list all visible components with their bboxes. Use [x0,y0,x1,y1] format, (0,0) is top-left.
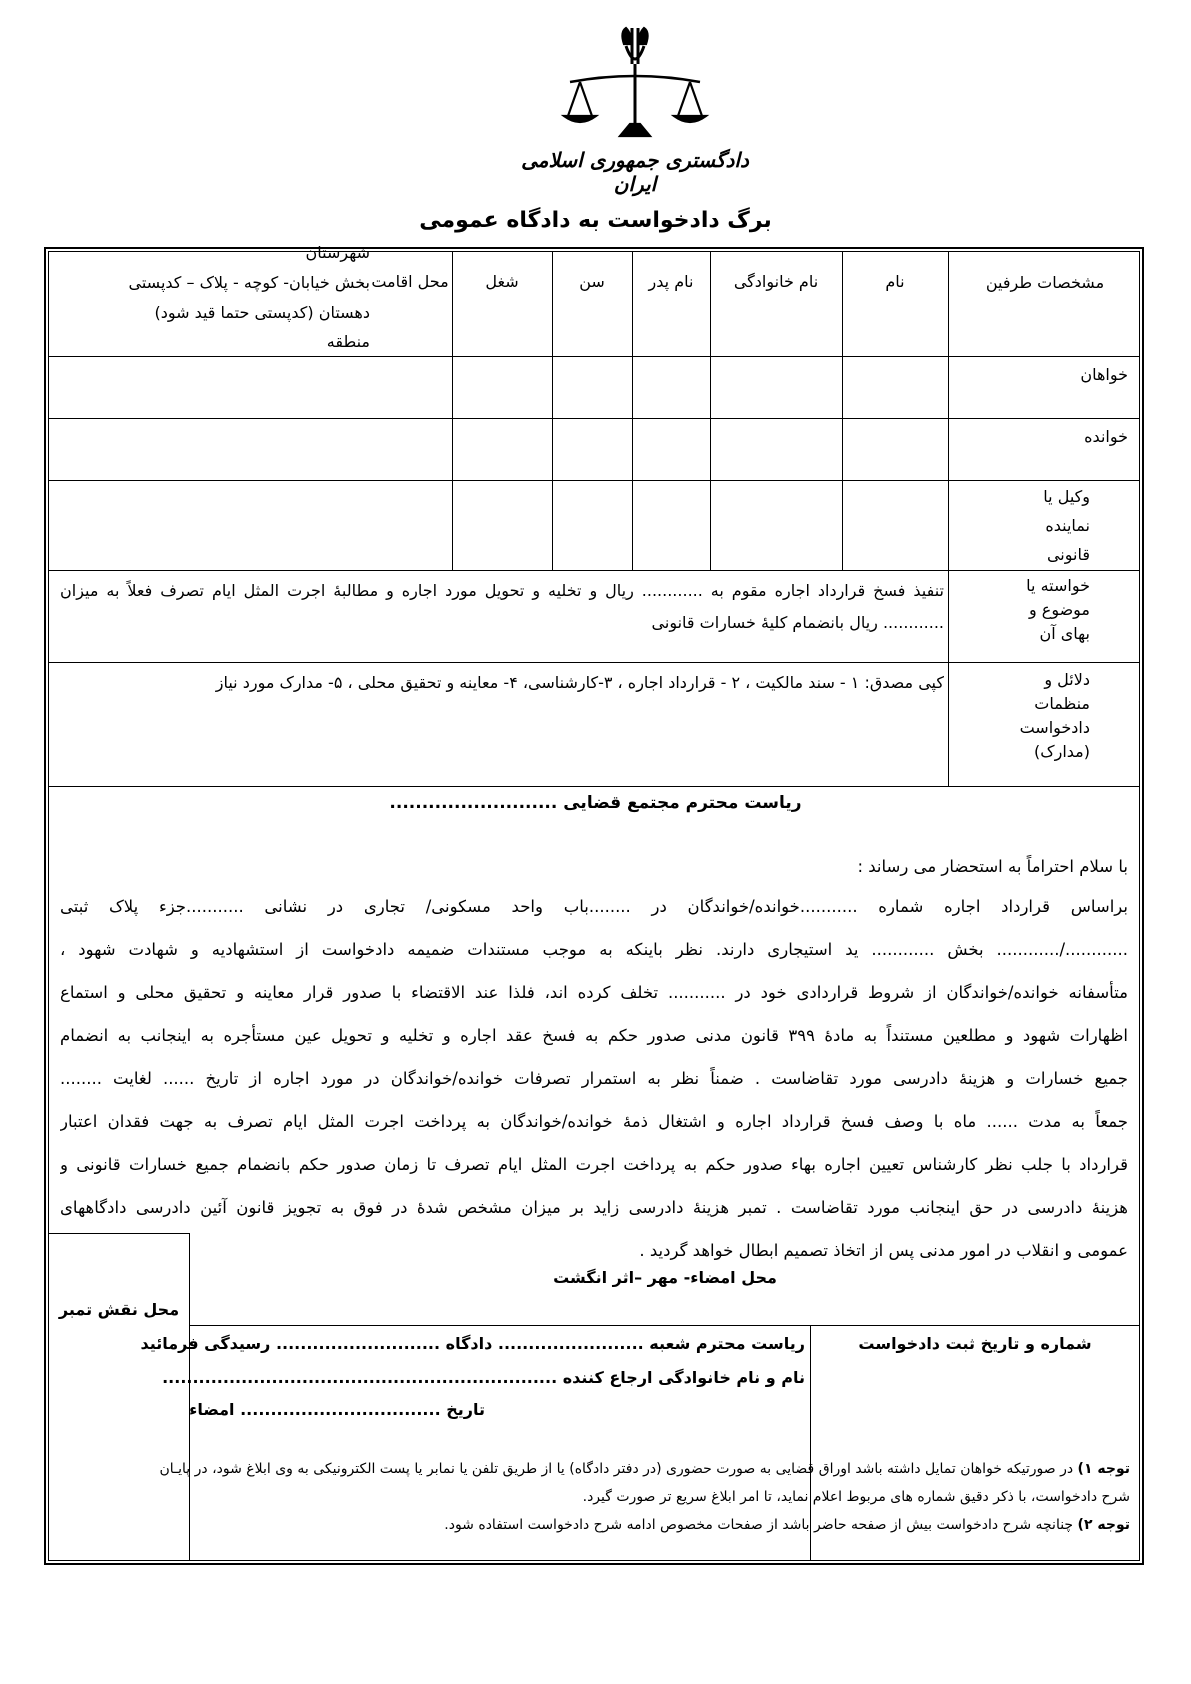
table-line [842,251,843,570]
header-first-name: نام [885,272,905,291]
stamp-place-label: محل نقش تمبر [58,1300,180,1319]
table-line [48,418,1140,419]
table-line [48,570,1140,571]
claim-line1: تنفیذ فسخ قرارداد اجاره مقوم به ............ ریال و تخلیه و تحویل مورد اجاره و مطالبهٔ اجرت المثل ایام تصرف فعلاً به میزان [60,581,944,600]
letter-addressee: ریاست محترم مجتمع قضایی .......................... [389,793,802,813]
letter-line: قرارداد با جلب نظر کارشناس تعیین اجاره بهاء صدور حکم به پرداخت اجرت المثل ایام تصرف تا زمان صدور حکم بانضمام جمیع خسارات قانونی و [60,1155,1128,1174]
letter-line: عمومی و انقلاب در امور مدنی پس از اتخاذ تصمیم ابطال خواهد گردید . [639,1241,1128,1260]
footer-line [48,1233,190,1234]
header-job: شغل [485,272,519,291]
header-residence: محل اقامت [371,272,449,291]
signature-place-label: محل امضاء- مهر –اثر انگشت [553,1268,777,1287]
table-line [48,786,1140,787]
note-2 [60,1511,1130,1539]
header-address-line1: شهرستان [305,243,370,262]
row-label-lawyer: وکیل یا نماینده قانونی [1043,487,1090,564]
header-address-line3: دهستان (کدپستی حتما قید شود) [154,303,370,322]
letter-greeting: با سلام احتراماً به استحضار می رساند : [857,857,1128,876]
note-1-label: توجه ۱) [1077,1461,1130,1477]
note-2-text: چنانچه شرح دادخواست بیش از صفحه حاضر باشد از صفحات مخصوص ادامه شرح دادخواست استفاده شود. [444,1517,1074,1533]
letter-line: اظهارات شهود و مطلعین مستنداً به مادهٔ ۳۹۹ قانون مدنی صدور حکم به فسخ عقد اجاره و تخلیه و تحویل عین مستأجره به اینجانب به انضمام [60,1026,1128,1045]
header-last-name: نام خانوادگی [733,272,819,291]
letter-line: متأسفانه خوانده/خواندگان از شروط قراردادی خود در ........... تخلف کرده اند، فلذا عند الاقتضاء با صدور قرار معاینه و تحقیق محلی و استماع [60,983,1128,1002]
footer-line [189,1325,1140,1326]
referral-line3: تاریخ ................................. امضاء [189,1400,485,1419]
letter-line: ............/............ بخش ............ ید استیجاری دارند. نظر باینکه به موجب مستندات ضمیمه دادخواست از استشهادیه و شهادت شهود ، [60,940,1128,959]
row-label-plaintiff: خواهان [1080,365,1128,384]
note-1-line2: شرح دادخواست، با ذکر دقیق شماره های مربوط اعلام نماید، تا امر ابلاغ سریع تر صورت گیرد. [582,1489,1130,1505]
note-1-text: در صورتیکه خواهان تمایل داشته باشد اوراق قضایی به صورت حضوری (در دفتر دادگاه) یا از طریق تلفن یا نمابر یا پست الکترونیکی به وی ابلاغ شود، در پایـان [159,1461,1074,1477]
form-title: برگ دادخواست به دادگاه عمومی [419,208,772,233]
referral-line1: ریاست محترم شعبه ........................ دادگاه ........................... رسیدگی فرمائید [140,1334,805,1353]
letter-line: جمیع خسارات و هزینهٔ دادرسی مورد تقاضاست . ضمناً نظر به استمرار تصرفات خوانده/خواندگان در مورد اجاره از تاریخ ...... لغایت ........ [60,1069,1128,1088]
header-specs: مشخصات طرفین [985,273,1105,292]
letter-line: جمعاً به مدت ...... ماه با وصف فسخ قرارداد اجاره و اشتغال ذمهٔ خوانده/خواندگان به پرداخت اجرت المثل ایام تصرف به جهت فقدان اعتبار [60,1112,1128,1131]
note-1-line1 [60,1455,1130,1483]
logo-text: دادگستری جمهوری اسلامی ایران [521,148,749,196]
header-father-name: نام پدر [648,272,694,291]
judiciary-emblem-icon [560,24,710,144]
evidence-text: کپی مصدق: ۱ - سند مالکیت ، ۲ - قرارداد اجاره ، ۳-کارشناسی، ۴- معاینه و تحقیق محلی ، ۵- مدارک مورد نیاز [215,673,944,692]
note-2-label: توجه ۲) [1077,1517,1130,1533]
table-line [552,251,553,570]
table-line [452,251,453,570]
letter-line: براساس قرارداد اجاره شماره ...........خوانده/خواندگان در ........باب واحد مسکونی/ تجاری در نشانی ...........جزء پلاک ثبتی [60,897,1128,916]
table-line [632,251,633,570]
letter-body [60,885,1128,1272]
table-line [948,251,949,786]
letter-line: هزینهٔ دادرسی در حق اینجانب مورد تقاضاست . تمبر هزینهٔ دادرسی زاید بر میزان مشخص شدهٔ در فوق به تجویز قانون آئین دادرسی دادگاههای [60,1198,1128,1217]
table-line [48,480,1140,481]
header-address-line2: بخش خیابان- کوچه - پلاک – کدپستی [128,273,370,292]
row-label-defendant: خوانده [1084,427,1128,446]
header-age: سن [579,272,605,291]
table-line [710,251,711,570]
header-address-line4: منطقه [326,332,370,351]
referral-line2: نام و نام خانوادگی ارجاع کننده ................................................................. [162,1368,805,1387]
claim-line2: ............ ریال بانضمام کلیهٔ خسارات قانونی [651,613,944,632]
registration-label: شماره و تاریخ ثبت دادخواست [858,1334,1092,1353]
table-line [48,662,1140,663]
table-line [48,356,1140,357]
claim-label: خواسته یا موضوع و بهای آن [1026,576,1090,643]
evidence-label: دلائل و منظمات دادخواست (مدارک) [1019,670,1090,761]
